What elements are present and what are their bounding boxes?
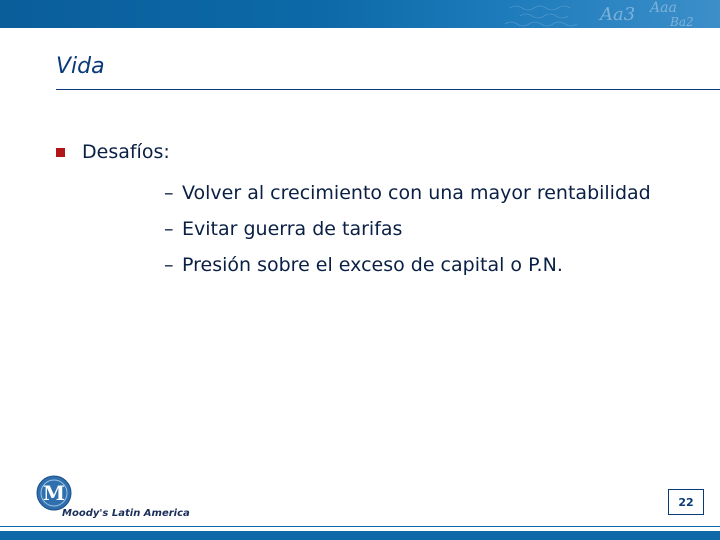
sub-bullet-text: Presión sobre el exceso de capital o P.N. — [182, 254, 563, 276]
svg-text:Ba2: Ba2 — [670, 15, 694, 28]
moodys-logo — [36, 475, 211, 525]
dash-marker: – — [164, 218, 174, 240]
dash-marker: – — [164, 254, 174, 276]
decorative-script-pattern — [500, 0, 720, 28]
title-divider — [56, 89, 720, 90]
top-banner — [0, 0, 720, 28]
main-bullet — [56, 141, 170, 163]
svg-text:Aaa: Aaa — [650, 0, 677, 16]
logo-letter: M — [42, 481, 66, 505]
footer-divider — [0, 526, 720, 527]
sub-bullet-item — [164, 216, 684, 243]
svg-text:Aa3: Aa3 — [600, 4, 636, 25]
square-bullet-icon — [56, 148, 65, 157]
sub-bullet-list — [164, 180, 684, 288]
moodys-emblem-icon — [36, 475, 72, 511]
sub-bullet-item — [164, 180, 684, 207]
bullet-text: Desafíos: — [82, 141, 170, 163]
sub-bullet-text: Evitar guerra de tarifas — [182, 218, 403, 240]
sub-bullet-item — [164, 252, 684, 279]
page-number: 22 — [668, 489, 704, 515]
sub-bullet-text: Volver al crecimiento con una mayor rentabilidad — [182, 182, 651, 204]
slide-title: Vida — [56, 54, 105, 79]
logo-text: Moody's Latin America — [62, 508, 190, 519]
bottom-bar — [0, 531, 720, 540]
dash-marker: – — [164, 182, 174, 204]
